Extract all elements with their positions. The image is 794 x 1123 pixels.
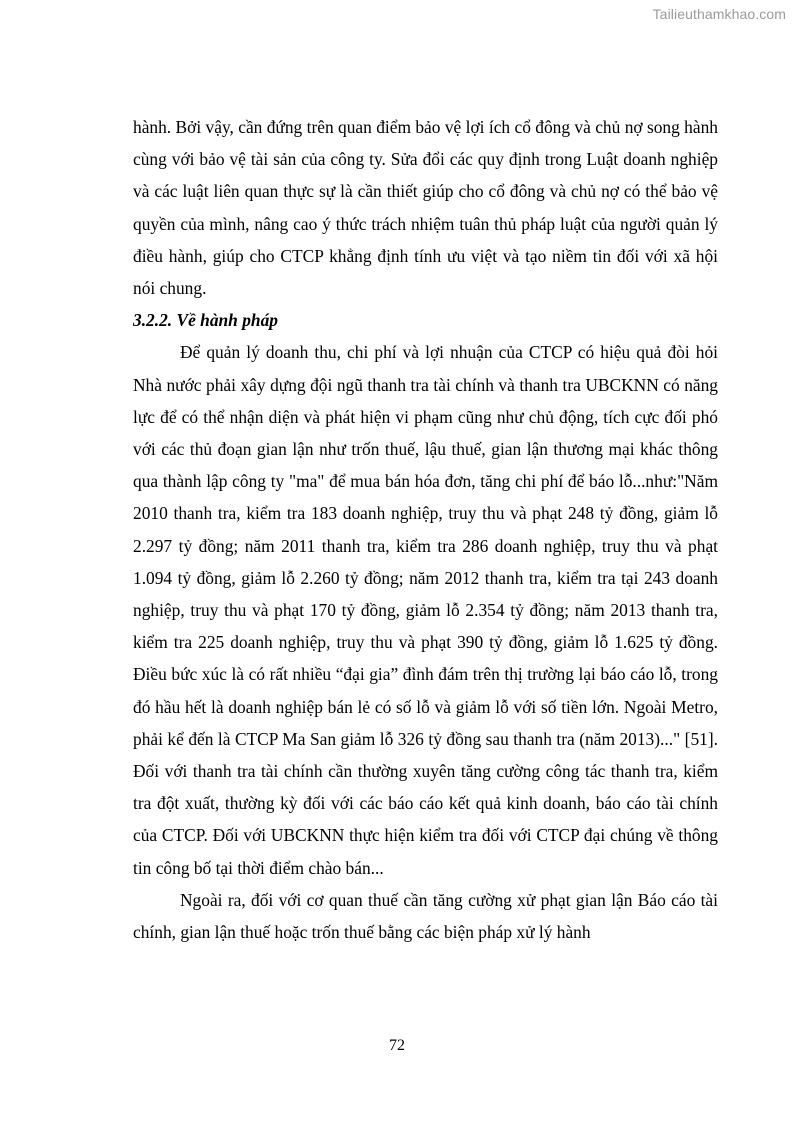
page-number: 72 <box>389 1037 405 1054</box>
paragraph-tax-authority: Ngoài ra, đối với cơ quan thuế cần tăng cường xử phạt gian lận Báo cáo tài chính, gian lận thuế hoặc trốn thuế bằng các biện pháp xử lý hành <box>133 889 718 943</box>
paragraph-executive: Để quản lý doanh thu, chi phí và lợi nhuận của CTCP có hiệu quả đòi hỏi Nhà nước phải xây dựng đội ngũ thanh tra tài chính và thanh tra UBCKNN có năng lực để có thể nhận diện và phát hiện vi phạm cũng như chủ động, tích cực đối phó với các thủ đoạn gian lận như trốn thuế, lậu thuế, gian lận thương mại khác thông qua thành lập công ty "ma" để mua bán hóa đơn, tăng chi phí để báo lỗ...như:"Năm 2010 thanh tra, kiểm tra 183 doanh nghiệp, truy thu và phạt 248 tỷ đồng, giảm lỗ 2.297 tỷ đồng; năm 2011 thanh tra, kiểm tra 286 doanh nghiệp, truy thu và phạt 1.094 tỷ đồng, giảm lỗ 2.260 tỷ đồng; năm 2012 thanh tra, kiểm tra tại 243 doanh nghiệp, truy thu và phạt 170 tỷ đồng, giảm lỗ 2.354 tỷ đồng; năm 2013 thanh tra, kiểm tra 225 doanh nghiệp, truy thu và phạt 390 tỷ đồng, giảm lỗ 1.625 tỷ đồng. Điều bức xúc là có rất nhiều “đại gia” đình đám trên thị trường lại báo cáo lỗ, trong đó hầu hết là doanh nghiệp bán lẻ có số lỗ và giảm lỗ với số tiền lớn. Ngoài Metro, phải kể đến là CTCP Ma San giảm lỗ 326 tỷ đồng sau thanh tra (năm 2013)..." [51]. Đối với thanh tra tài chính cần thường xuyên tăng cường công tác thanh tra, kiểm tra đột xuất, thường kỳ đối với các báo cáo kết quả kinh doanh, báo cáo tài chính của CTCP. Đối với UBCKNN thực hiện kiểm tra đối với CTCP đại chúng về thông tin công bố tại thời điểm chào bán... <box>133 342 718 878</box>
paragraph-continuation: hành. Bởi vậy, cần đứng trên quan điểm bảo vệ lợi ích cổ đông và chủ nợ song hành cùng với bảo vệ tài sản của công ty. Sửa đổi các quy định trong Luật doanh nghiệp và các luật liên quan thực sự là cần thiết giúp cho cổ đông và chủ nợ có thể bảo vệ quyền của mình, nâng cao ý thức trách nhiệm tuân thủ pháp luật của người quản lý điều hành, giúp cho CTCP khẳng định tính ưu việt và tạo niềm tin đối với xã hội nói chung. <box>133 117 718 299</box>
document-body <box>133 111 718 948</box>
watermark-text: Tailieuthamkhao.com <box>652 6 786 22</box>
section-heading: 3.2.2. Về hành pháp <box>133 310 278 331</box>
